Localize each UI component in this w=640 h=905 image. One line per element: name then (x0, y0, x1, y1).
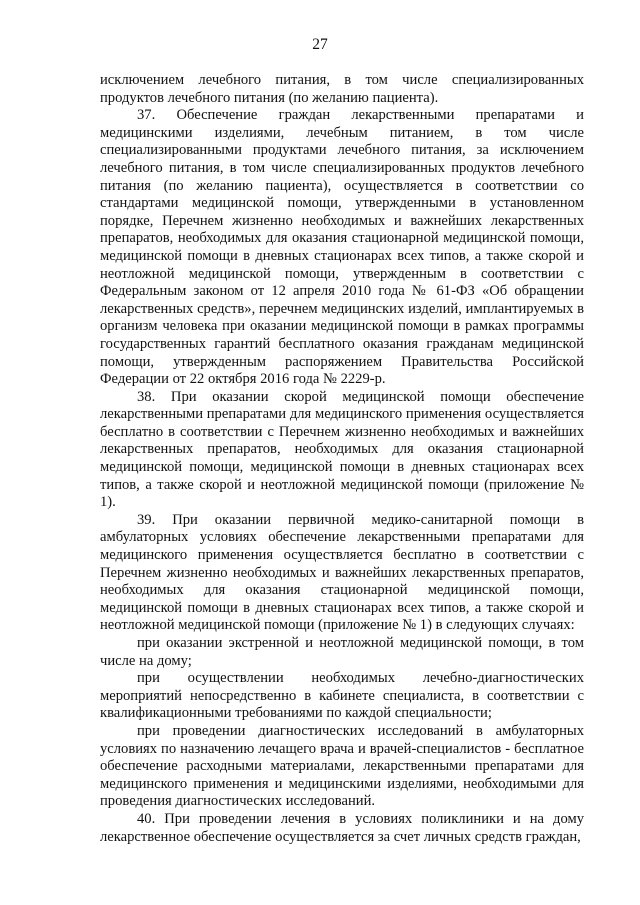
document-body (100, 72, 584, 846)
paragraph-37: 37. Обеспечение граждан лекарственными препаратами и медицинскими изделиями, лечебным питанием, в том числе специализированными продуктами лечебного питания, за исключением лечебного питания, в том числе специализированных продуктов лечебного питания (по желанию пациента), осуществляется в соответствии со стандартами медицинской помощи, утвержденными в установленном порядке, Перечнем жизненно необходимых и важнейших лекарственных препаратов, необходимых для оказания стационарной медицинской помощи, медицинской помощи в дневных стационарах всех типов, а также скорой и неотложной медицинской помощи, утвержденным в соответствии с Федеральным законом от 12 апреля 2010 года № 61-ФЗ «Об обращении лекарственных средств», перечнем медицинских изделий, имплантируемых в организм человека при оказании медицинской помощи в рамках программы государственных гарантий бесплатного оказания гражданам медицинской помощи, утвержденным распоряжением Правительства Российской Федерации от 22 октября 2016 года № 2229-р. (100, 107, 584, 388)
paragraph-39-case-1: при оказании экстренной и неотложной медицинской помощи, в том числе на дому; (100, 635, 584, 669)
page-number: 27 (312, 36, 328, 53)
paragraph-39: 39. При оказании первичной медико-санитарной помощи в амбулаторных условиях обеспечение лекарственными препаратами для медицинского применения осуществляется бесплатно в соответствии с Перечнем жизненно необходимых и важнейших лекарственных препаратов, необходимых для оказания стационарной медицинской помощи, медицинской помощи в дневных стационарах всех типов, а также скорой и неотложной медицинской помощи (приложение № 1) в следующих случаях: (100, 511, 584, 634)
paragraph-39-case-2: при осуществлении необходимых лечебно-диагностических мероприятий непосредственно в кабинете специалиста, в соответствии с квалификационными требованиями по каждой специальности; (100, 670, 584, 722)
paragraph-continuation: исключением лечебного питания, в том числе специализированных продуктов лечебного питания (по желанию пациента). (100, 72, 584, 106)
paragraph-40: 40. При проведении лечения в условиях поликлиники и на дому лекарственное обеспечение осуществляется за счет личных средств граждан, (100, 810, 584, 845)
paragraph-39-case-3: при проведении диагностических исследований в амбулаторных условиях по назначению лечащего врача и врачей-специалистов - бесплатное обеспечение расходными материалами, лекарственными препаратами для медицинского применения и медицинскими изделиями, необходимыми для проведения диагностических исследований. (100, 722, 584, 810)
paragraph-38: 38. При оказании скорой медицинской помощи обеспечение лекарственными препаратами для медицинского применения осуществляется бесплатно в соответствии с Перечнем жизненно необходимых и важнейших лекарственных препаратов, необходимых для оказания стационарной медицинской помощи, медицинской помощи в дневных стационарах всех типов, а также скорой и неотложной медицинской помощи (приложение № 1). (100, 388, 584, 511)
